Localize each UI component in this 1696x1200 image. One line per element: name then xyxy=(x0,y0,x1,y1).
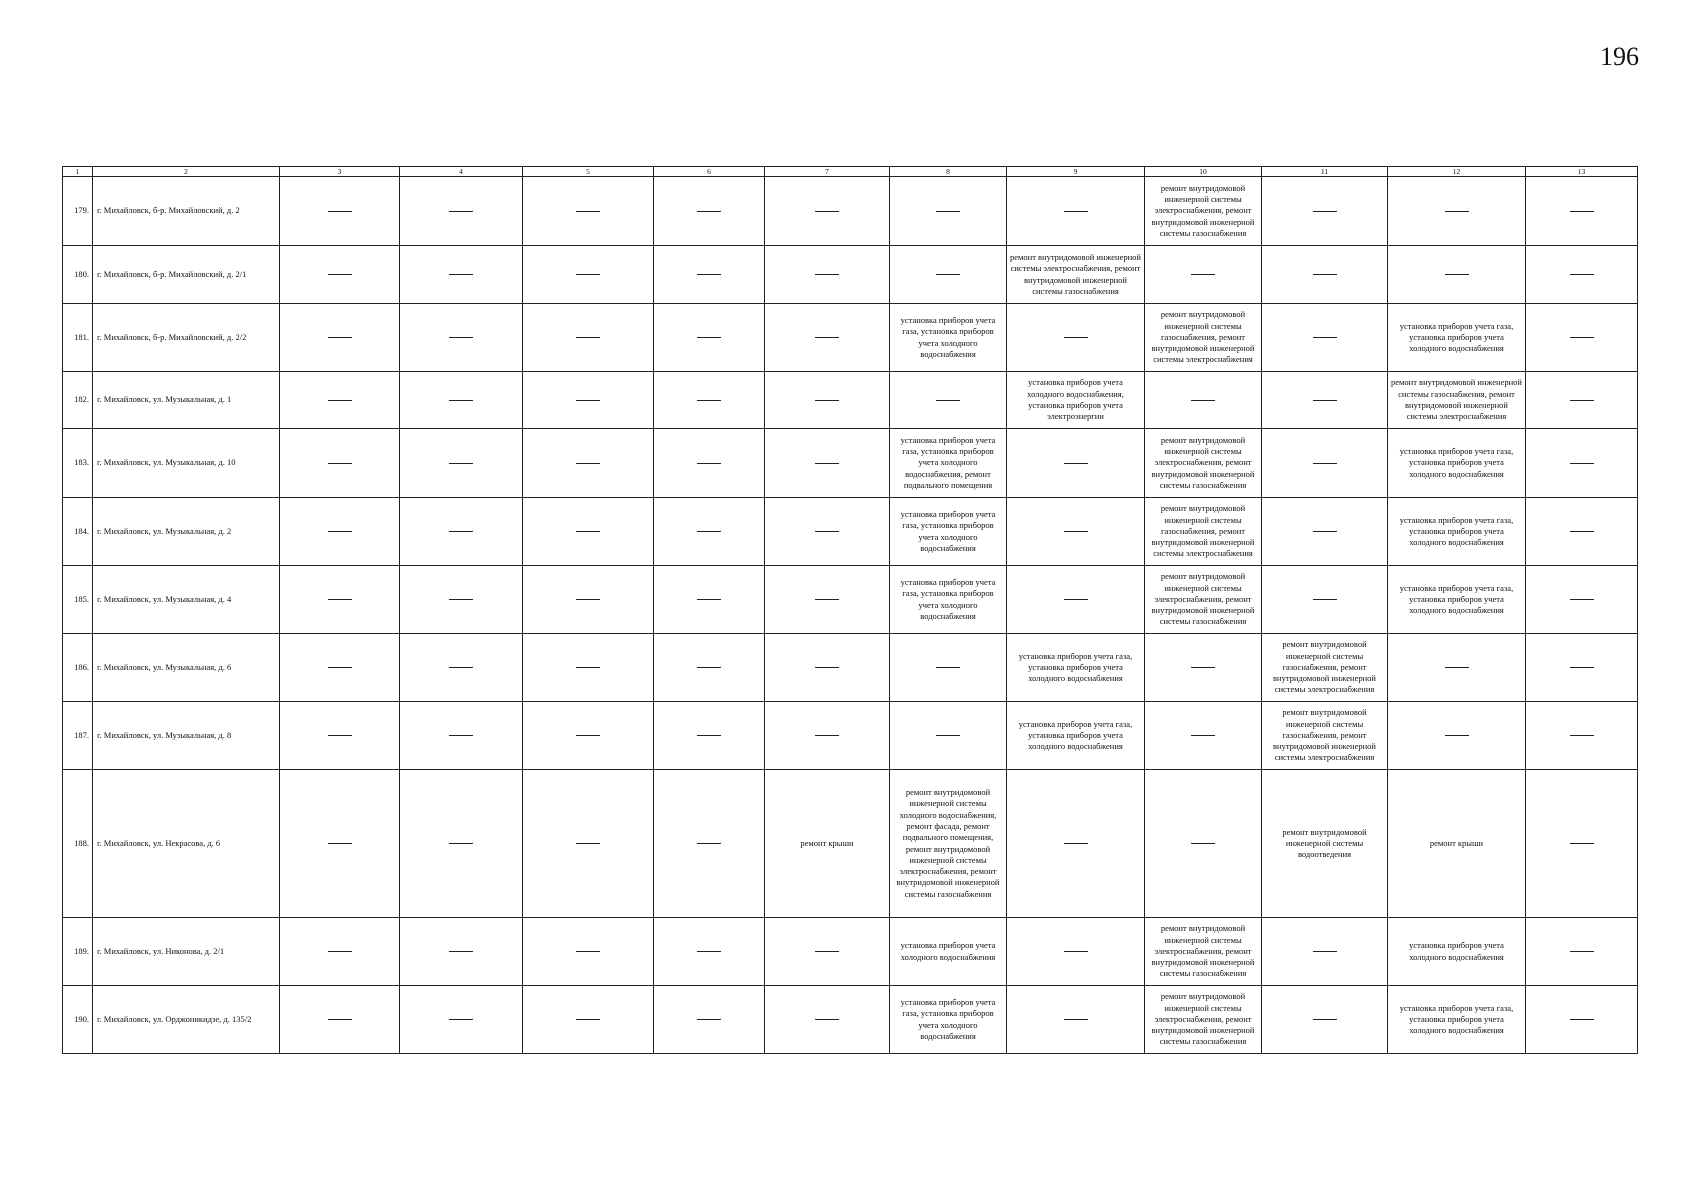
dash-mark xyxy=(449,274,473,275)
dash-mark xyxy=(576,274,600,275)
empty-cell xyxy=(1262,372,1388,429)
dash-mark xyxy=(1570,951,1594,952)
dash-mark xyxy=(449,463,473,464)
row-number: 183. xyxy=(63,429,93,498)
dash-mark xyxy=(697,1019,721,1020)
empty-cell xyxy=(765,918,890,986)
dash-mark xyxy=(1445,211,1469,212)
dash-mark xyxy=(1570,599,1594,600)
table-row xyxy=(63,304,1638,372)
column-number-13: 13 xyxy=(1526,167,1638,177)
dash-mark xyxy=(697,735,721,736)
dash-mark xyxy=(1064,843,1088,844)
empty-cell xyxy=(654,177,765,246)
empty-cell xyxy=(400,429,523,498)
work-cell: ремонт внутридомовой инженерной системы электроснабжения, ремонт внутридомовой инженерной системы газоснабжения xyxy=(1145,177,1262,246)
dash-mark xyxy=(328,1019,352,1020)
empty-cell xyxy=(654,986,765,1054)
row-number: 189. xyxy=(63,918,93,986)
work-cell: установка приборов учета газа, установка приборов учета холодного водоснабжения xyxy=(890,566,1007,634)
dash-mark xyxy=(1445,735,1469,736)
empty-cell xyxy=(654,770,765,918)
work-cell: ремонт внутридомовой инженерной системы электроснабжения, ремонт внутридомовой инженерной системы газоснабжения xyxy=(1007,246,1145,304)
dash-mark xyxy=(1064,951,1088,952)
dash-mark xyxy=(697,667,721,668)
empty-cell xyxy=(765,986,890,1054)
column-number-11: 11 xyxy=(1262,167,1388,177)
empty-cell xyxy=(523,918,654,986)
dash-mark xyxy=(1064,211,1088,212)
dash-mark xyxy=(1570,667,1594,668)
dash-mark xyxy=(449,531,473,532)
empty-cell xyxy=(1526,498,1638,566)
dash-mark xyxy=(449,1019,473,1020)
column-number-header xyxy=(63,167,1638,177)
column-number-2: 2 xyxy=(93,167,280,177)
empty-cell xyxy=(654,246,765,304)
empty-cell xyxy=(400,634,523,702)
empty-cell xyxy=(1007,986,1145,1054)
empty-cell xyxy=(1526,177,1638,246)
empty-cell xyxy=(1262,918,1388,986)
work-cell: установка приборов учета холодного водоснабжения xyxy=(1388,918,1526,986)
column-number-8: 8 xyxy=(890,167,1007,177)
empty-cell xyxy=(1526,986,1638,1054)
empty-cell xyxy=(523,372,654,429)
address-cell: г. Михайловск, ул. Никонова, д. 2/1 xyxy=(93,918,280,986)
dash-mark xyxy=(936,211,960,212)
empty-cell xyxy=(765,498,890,566)
work-cell: установка приборов учета газа, установка приборов учета холодного водоснабжения xyxy=(890,304,1007,372)
dash-mark xyxy=(1191,667,1215,668)
empty-cell xyxy=(765,177,890,246)
dash-mark xyxy=(449,667,473,668)
empty-cell xyxy=(400,498,523,566)
dash-mark xyxy=(1570,400,1594,401)
table-row xyxy=(63,429,1638,498)
dash-mark xyxy=(449,337,473,338)
dash-mark xyxy=(1570,337,1594,338)
empty-cell xyxy=(654,498,765,566)
empty-cell xyxy=(654,429,765,498)
row-number: 188. xyxy=(63,770,93,918)
work-cell: установка приборов учета газа, установка приборов учета холодного водоснабжения xyxy=(1388,986,1526,1054)
dash-mark xyxy=(576,735,600,736)
work-cell: ремонт внутридомовой инженерной системы водоотведения xyxy=(1262,770,1388,918)
dash-mark xyxy=(449,951,473,952)
empty-cell xyxy=(765,566,890,634)
empty-cell xyxy=(523,566,654,634)
empty-cell xyxy=(765,429,890,498)
empty-cell xyxy=(523,304,654,372)
column-number-5: 5 xyxy=(523,167,654,177)
table-row xyxy=(63,177,1638,246)
dash-mark xyxy=(576,211,600,212)
empty-cell xyxy=(654,702,765,770)
work-cell: установка приборов учета холодного водоснабжения xyxy=(890,918,1007,986)
empty-cell xyxy=(654,634,765,702)
empty-cell xyxy=(1007,770,1145,918)
empty-cell xyxy=(400,304,523,372)
dash-mark xyxy=(328,274,352,275)
empty-cell xyxy=(1388,634,1526,702)
empty-cell xyxy=(765,702,890,770)
work-cell: ремонт внутридомовой инженерной системы холодного водоснабжения, ремонт фасада, ремонт подвального помещения, ремонт внутридомовой инженерной системы электроснабжения, ремонт внутридомовой инженерной системы газоснабжения xyxy=(890,770,1007,918)
empty-cell xyxy=(400,246,523,304)
empty-cell xyxy=(280,702,400,770)
empty-cell xyxy=(280,429,400,498)
work-cell: ремонт внутридомовой инженерной системы газоснабжения, ремонт внутридомовой инженерной системы электроснабжения xyxy=(1262,702,1388,770)
address-cell: г. Михайловск, ул. Музыкальная, д. 6 xyxy=(93,634,280,702)
empty-cell xyxy=(890,702,1007,770)
column-number-10: 10 xyxy=(1145,167,1262,177)
empty-cell xyxy=(1145,702,1262,770)
empty-cell xyxy=(1526,702,1638,770)
dash-mark xyxy=(815,531,839,532)
empty-cell xyxy=(1262,246,1388,304)
row-number: 184. xyxy=(63,498,93,566)
empty-cell xyxy=(1007,566,1145,634)
dash-mark xyxy=(697,951,721,952)
empty-cell xyxy=(523,634,654,702)
empty-cell xyxy=(1007,304,1145,372)
dash-mark xyxy=(576,667,600,668)
column-number-9: 9 xyxy=(1007,167,1145,177)
empty-cell xyxy=(890,634,1007,702)
dash-mark xyxy=(328,337,352,338)
dash-mark xyxy=(1313,211,1337,212)
table-row xyxy=(63,986,1638,1054)
dash-mark xyxy=(697,211,721,212)
dash-mark xyxy=(1570,274,1594,275)
table-row xyxy=(63,498,1638,566)
dash-mark xyxy=(815,599,839,600)
row-number: 190. xyxy=(63,986,93,1054)
empty-cell xyxy=(280,566,400,634)
work-cell: ремонт крыши xyxy=(1388,770,1526,918)
dash-mark xyxy=(328,667,352,668)
empty-cell xyxy=(400,566,523,634)
dash-mark xyxy=(576,337,600,338)
work-cell: установка приборов учета газа, установка приборов учета холодного водоснабжения xyxy=(1388,429,1526,498)
empty-cell xyxy=(890,372,1007,429)
work-cell: ремонт внутридомовой инженерной системы газоснабжения, ремонт внутридомовой инженерной системы электроснабжения xyxy=(1145,304,1262,372)
work-cell: установка приборов учета газа, установка приборов учета холодного водоснабжения xyxy=(890,986,1007,1054)
empty-cell xyxy=(523,246,654,304)
address-cell: г. Михайловск, ул. Орджоникидзе, д. 135/2 xyxy=(93,986,280,1054)
dash-mark xyxy=(1191,843,1215,844)
column-number-4: 4 xyxy=(400,167,523,177)
address-cell: г. Михайловск, б-р. Михайловский, д. 2 xyxy=(93,177,280,246)
address-cell: г. Михайловск, ул. Некрасова, д. 6 xyxy=(93,770,280,918)
empty-cell xyxy=(765,304,890,372)
dash-mark xyxy=(1570,211,1594,212)
dash-mark xyxy=(936,735,960,736)
table-row xyxy=(63,372,1638,429)
dash-mark xyxy=(1313,951,1337,952)
work-cell: установка приборов учета газа, установка приборов учета холодного водоснабжения xyxy=(1388,304,1526,372)
empty-cell xyxy=(1262,429,1388,498)
address-cell: г. Михайловск, б-р. Михайловский, д. 2/1 xyxy=(93,246,280,304)
empty-cell xyxy=(1007,498,1145,566)
work-cell: ремонт внутридомовой инженерной системы газоснабжения, ремонт внутридомовой инженерной системы электроснабжения xyxy=(1388,372,1526,429)
dash-mark xyxy=(1313,531,1337,532)
dash-mark xyxy=(576,531,600,532)
empty-cell xyxy=(1526,429,1638,498)
dash-mark xyxy=(1064,337,1088,338)
work-cell: ремонт внутридомовой инженерной системы электроснабжения, ремонт внутридомовой инженерной системы газоснабжения xyxy=(1145,566,1262,634)
dash-mark xyxy=(1445,667,1469,668)
empty-cell xyxy=(280,498,400,566)
work-cell: установка приборов учета холодного водоснабжения, установка приборов учета электроэнергии xyxy=(1007,372,1145,429)
dash-mark xyxy=(815,667,839,668)
dash-mark xyxy=(576,951,600,952)
empty-cell xyxy=(1526,918,1638,986)
empty-cell xyxy=(1526,372,1638,429)
dash-mark xyxy=(697,274,721,275)
empty-cell xyxy=(280,304,400,372)
dash-mark xyxy=(815,337,839,338)
dash-mark xyxy=(1191,274,1215,275)
empty-cell xyxy=(400,918,523,986)
address-cell: г. Михайловск, ул. Музыкальная, д. 4 xyxy=(93,566,280,634)
dash-mark xyxy=(328,599,352,600)
empty-cell xyxy=(890,177,1007,246)
dash-mark xyxy=(697,337,721,338)
empty-cell xyxy=(400,372,523,429)
empty-cell xyxy=(523,986,654,1054)
dash-mark xyxy=(576,463,600,464)
empty-cell xyxy=(1526,770,1638,918)
dash-mark xyxy=(328,951,352,952)
table-row xyxy=(63,918,1638,986)
dash-mark xyxy=(697,531,721,532)
empty-cell xyxy=(1262,304,1388,372)
table-row xyxy=(63,702,1638,770)
empty-cell xyxy=(400,177,523,246)
empty-cell xyxy=(280,986,400,1054)
empty-cell xyxy=(280,918,400,986)
empty-cell xyxy=(654,372,765,429)
empty-cell xyxy=(1145,634,1262,702)
empty-cell xyxy=(1145,770,1262,918)
empty-cell xyxy=(1526,634,1638,702)
empty-cell xyxy=(400,986,523,1054)
empty-cell xyxy=(1262,498,1388,566)
empty-cell xyxy=(1145,246,1262,304)
dash-mark xyxy=(1191,400,1215,401)
empty-cell xyxy=(523,177,654,246)
dash-mark xyxy=(576,1019,600,1020)
empty-cell xyxy=(1526,566,1638,634)
empty-cell xyxy=(1145,372,1262,429)
dash-mark xyxy=(1064,463,1088,464)
dash-mark xyxy=(576,843,600,844)
address-cell: г. Михайловск, ул. Музыкальная, д. 2 xyxy=(93,498,280,566)
dash-mark xyxy=(576,400,600,401)
dash-mark xyxy=(815,274,839,275)
table-row xyxy=(63,566,1638,634)
table-row xyxy=(63,770,1638,918)
dash-mark xyxy=(1064,1019,1088,1020)
work-cell: установка приборов учета газа, установка приборов учета холодного водоснабжения xyxy=(1007,702,1145,770)
work-cell: ремонт внутридомовой инженерной системы электроснабжения, ремонт внутридомовой инженерной системы газоснабжения xyxy=(1145,918,1262,986)
dash-mark xyxy=(697,400,721,401)
address-cell: г. Михайловск, ул. Музыкальная, д. 8 xyxy=(93,702,280,770)
empty-cell xyxy=(654,918,765,986)
dash-mark xyxy=(815,951,839,952)
row-number: 182. xyxy=(63,372,93,429)
empty-cell xyxy=(765,634,890,702)
dash-mark xyxy=(449,843,473,844)
dash-mark xyxy=(1064,599,1088,600)
empty-cell xyxy=(1388,702,1526,770)
empty-cell xyxy=(523,702,654,770)
empty-cell xyxy=(1388,246,1526,304)
empty-cell xyxy=(654,566,765,634)
dash-mark xyxy=(1570,1019,1594,1020)
dash-mark xyxy=(697,843,721,844)
empty-cell xyxy=(765,246,890,304)
dash-mark xyxy=(1570,735,1594,736)
work-cell: ремонт внутридомовой инженерной системы газоснабжения, ремонт внутридомовой инженерной системы электроснабжения xyxy=(1145,498,1262,566)
empty-cell xyxy=(400,702,523,770)
dash-mark xyxy=(1570,843,1594,844)
dash-mark xyxy=(815,463,839,464)
dash-mark xyxy=(328,843,352,844)
row-number: 186. xyxy=(63,634,93,702)
work-cell: ремонт внутридомовой инженерной системы электроснабжения, ремонт внутридомовой инженерной системы газоснабжения xyxy=(1145,986,1262,1054)
address-cell: г. Михайловск, ул. Музыкальная, д. 10 xyxy=(93,429,280,498)
dash-mark xyxy=(815,211,839,212)
dash-mark xyxy=(1191,735,1215,736)
dash-mark xyxy=(328,400,352,401)
empty-cell xyxy=(1262,986,1388,1054)
empty-cell xyxy=(280,634,400,702)
dash-mark xyxy=(576,599,600,600)
dash-mark xyxy=(449,211,473,212)
empty-cell xyxy=(523,498,654,566)
table-row xyxy=(63,634,1638,702)
empty-cell xyxy=(1007,429,1145,498)
column-number-3: 3 xyxy=(280,167,400,177)
empty-cell xyxy=(1526,246,1638,304)
address-cell: г. Михайловск, б-р. Михайловский, д. 2/2 xyxy=(93,304,280,372)
page-number: 196 xyxy=(1600,42,1639,71)
empty-cell xyxy=(890,246,1007,304)
empty-cell xyxy=(280,246,400,304)
work-cell: установка приборов учета газа, установка приборов учета холодного водоснабжения, ремонт подвального помещения xyxy=(890,429,1007,498)
row-number: 187. xyxy=(63,702,93,770)
dash-mark xyxy=(936,667,960,668)
dash-mark xyxy=(815,735,839,736)
dash-mark xyxy=(1570,463,1594,464)
work-cell: ремонт внутридомовой инженерной системы газоснабжения, ремонт внутридомовой инженерной системы электроснабжения xyxy=(1262,634,1388,702)
empty-cell xyxy=(654,304,765,372)
dash-mark xyxy=(449,400,473,401)
empty-cell xyxy=(1262,566,1388,634)
dash-mark xyxy=(328,735,352,736)
address-cell: г. Михайловск, ул. Музыкальная, д. 1 xyxy=(93,372,280,429)
dash-mark xyxy=(328,211,352,212)
dash-mark xyxy=(328,531,352,532)
dash-mark xyxy=(1570,531,1594,532)
empty-cell xyxy=(280,177,400,246)
dash-mark xyxy=(328,463,352,464)
work-cell: установка приборов учета газа, установка приборов учета холодного водоснабжения xyxy=(1007,634,1145,702)
empty-cell xyxy=(280,770,400,918)
dash-mark xyxy=(1313,463,1337,464)
empty-cell xyxy=(523,429,654,498)
empty-cell xyxy=(1007,918,1145,986)
row-number: 179. xyxy=(63,177,93,246)
row-number: 185. xyxy=(63,566,93,634)
work-cell: установка приборов учета газа, установка приборов учета холодного водоснабжения xyxy=(1388,498,1526,566)
dash-mark xyxy=(815,1019,839,1020)
work-cell: установка приборов учета газа, установка приборов учета холодного водоснабжения xyxy=(1388,566,1526,634)
work-cell: установка приборов учета газа, установка приборов учета холодного водоснабжения xyxy=(890,498,1007,566)
dash-mark xyxy=(1313,1019,1337,1020)
column-number-1: 1 xyxy=(63,167,93,177)
dash-mark xyxy=(1313,400,1337,401)
work-cell: ремонт крыши xyxy=(765,770,890,918)
empty-cell xyxy=(1526,304,1638,372)
dash-mark xyxy=(1313,599,1337,600)
empty-cell xyxy=(400,770,523,918)
table-row xyxy=(63,246,1638,304)
empty-cell xyxy=(1007,177,1145,246)
works-table xyxy=(62,166,1638,1054)
column-number-7: 7 xyxy=(765,167,890,177)
dash-mark xyxy=(449,735,473,736)
dash-mark xyxy=(697,599,721,600)
dash-mark xyxy=(697,463,721,464)
row-number: 180. xyxy=(63,246,93,304)
dash-mark xyxy=(1313,274,1337,275)
dash-mark xyxy=(1064,531,1088,532)
column-number-12: 12 xyxy=(1388,167,1526,177)
column-number-6: 6 xyxy=(654,167,765,177)
dash-mark xyxy=(449,599,473,600)
row-number: 181. xyxy=(63,304,93,372)
dash-mark xyxy=(936,274,960,275)
empty-cell xyxy=(1388,177,1526,246)
dash-mark xyxy=(1313,337,1337,338)
empty-cell xyxy=(765,372,890,429)
dash-mark xyxy=(815,400,839,401)
empty-cell xyxy=(523,770,654,918)
table-body xyxy=(63,167,1638,1054)
dash-mark xyxy=(936,400,960,401)
empty-cell xyxy=(280,372,400,429)
work-cell: ремонт внутридомовой инженерной системы электроснабжения, ремонт внутридомовой инженерной системы газоснабжения xyxy=(1145,429,1262,498)
dash-mark xyxy=(1445,274,1469,275)
empty-cell xyxy=(1262,177,1388,246)
